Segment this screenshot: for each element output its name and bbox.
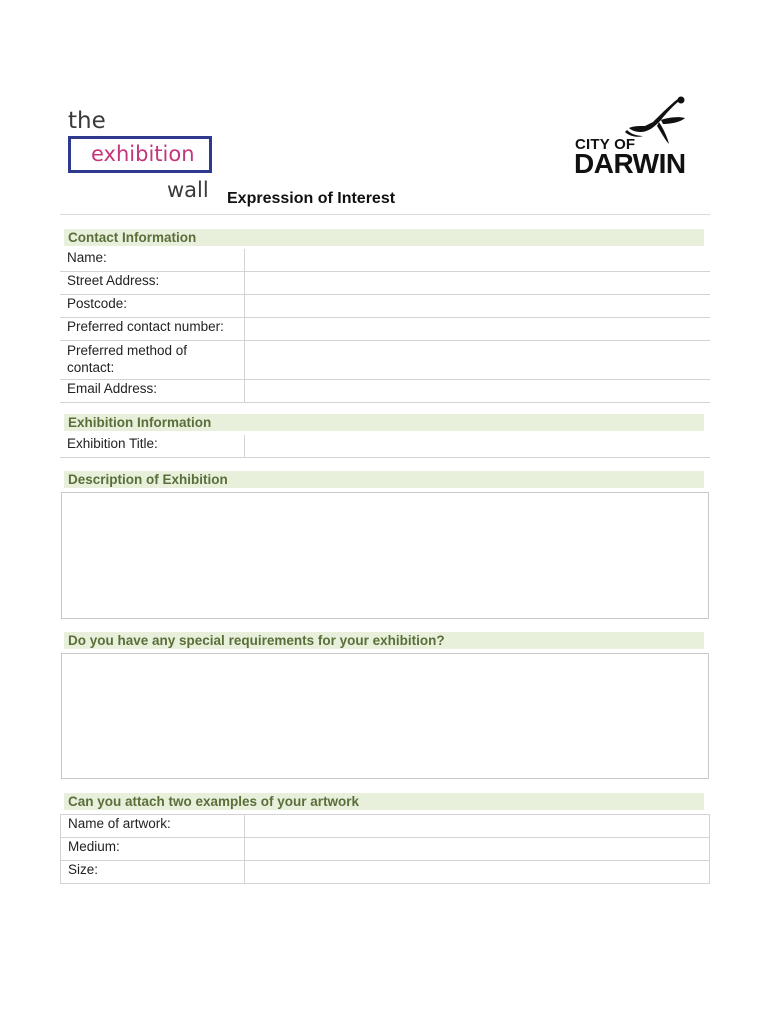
section-heading-contact: Contact Information [64, 229, 704, 246]
contact-number-field[interactable] [244, 318, 710, 341]
street-address-label: Street Address: [60, 272, 244, 295]
name-label: Name: [60, 249, 244, 272]
requirements-textarea[interactable] [61, 653, 709, 779]
table-row [61, 838, 710, 861]
size-field[interactable] [245, 861, 710, 884]
table-row [60, 318, 710, 341]
artwork-table [60, 814, 710, 884]
street-address-field[interactable] [244, 272, 710, 295]
table-row [61, 815, 710, 838]
table-row [60, 272, 710, 295]
contact-method-label: Preferred method of contact: [60, 341, 244, 380]
logo-city-of-text: CITY OF [575, 136, 636, 153]
contact-table [60, 249, 710, 403]
exhibition-title-label: Exhibition Title: [60, 435, 244, 458]
table-row [60, 295, 710, 318]
section-heading-description: Description of Exhibition [64, 471, 704, 488]
size-label: Size: [61, 861, 245, 884]
logo-frame [68, 136, 212, 173]
title-divider [60, 214, 710, 215]
table-row [60, 380, 710, 403]
exhibition-table [60, 435, 710, 458]
artwork-name-field[interactable] [245, 815, 710, 838]
table-row [60, 249, 710, 272]
city-of-darwin-logo [573, 96, 689, 180]
logo-the-text: the [68, 108, 106, 134]
contact-method-field[interactable] [244, 341, 710, 380]
logo-darwin-text: DARWIN [574, 148, 686, 179]
page-title: Expression of Interest [227, 190, 396, 207]
postcode-label: Postcode: [60, 295, 244, 318]
section-heading-exhibition: Exhibition Information [64, 414, 704, 431]
description-textarea[interactable] [61, 492, 709, 619]
email-label: Email Address: [60, 380, 244, 403]
exhibition-title-field[interactable] [244, 435, 710, 458]
contact-number-label: Preferred contact number: [60, 318, 244, 341]
table-row [61, 861, 710, 884]
medium-label: Medium: [61, 838, 245, 861]
exhibition-wall-logo [68, 108, 228, 204]
email-field[interactable] [244, 380, 710, 403]
table-row [60, 435, 710, 458]
section-heading-artwork: Can you attach two examples of your artwork [64, 793, 704, 810]
logo-exhibition-text: exhibition [91, 142, 195, 166]
table-row [60, 341, 710, 380]
logo-wall-text: wall [167, 178, 209, 202]
section-heading-requirements: Do you have any special requirements for your exhibition? [64, 632, 704, 649]
name-field[interactable] [244, 249, 710, 272]
artwork-name-label: Name of artwork: [61, 815, 245, 838]
medium-field[interactable] [245, 838, 710, 861]
postcode-field[interactable] [244, 295, 710, 318]
